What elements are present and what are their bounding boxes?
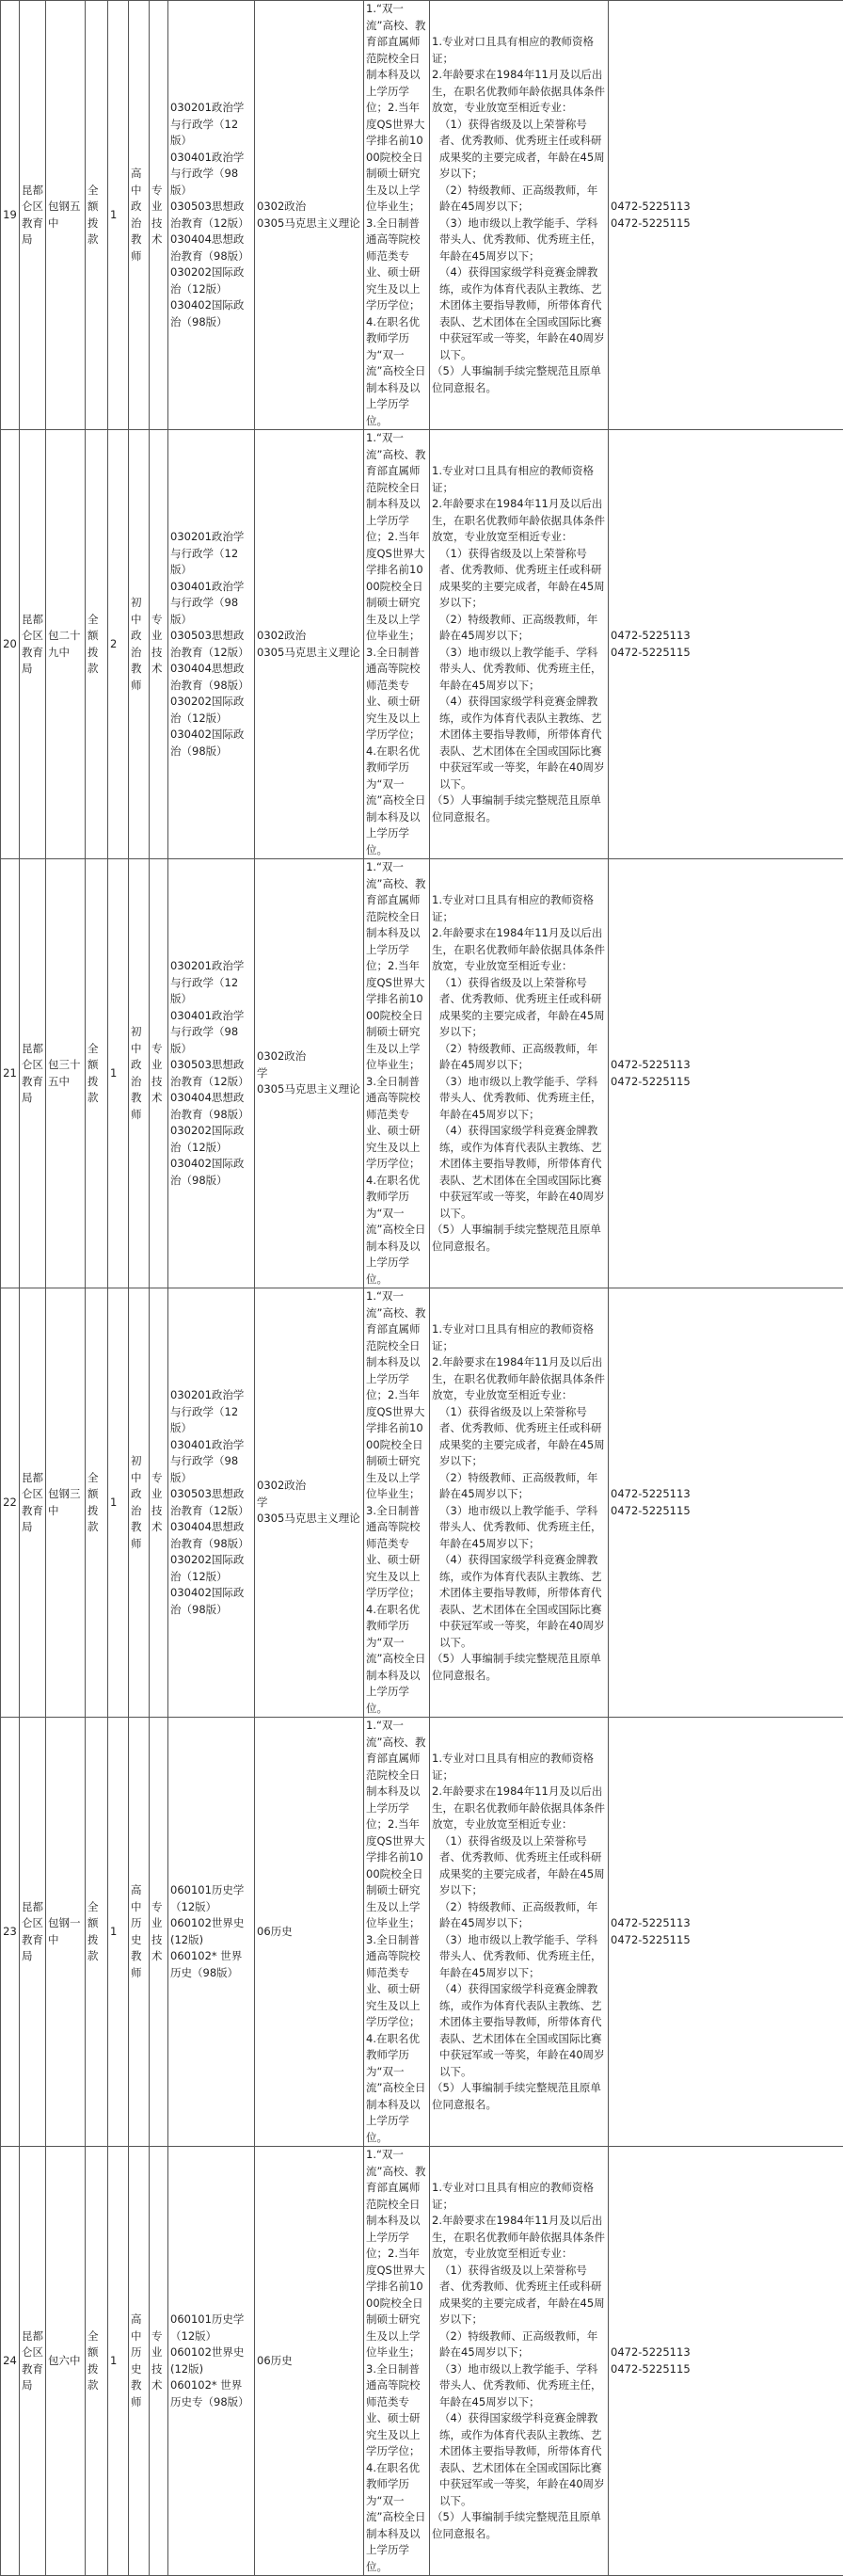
department-cell: 昆都仑区教育局 [20, 2147, 46, 2576]
phone-number: 0472-5225113 [611, 1486, 841, 1503]
other-requirements-cell [430, 1718, 609, 2147]
requirement-item: 1.专业对口且具有相应的教师资格证； [432, 2180, 606, 2213]
phone-number: 0472-5225113 [611, 628, 841, 645]
subject-item: 学 [257, 1065, 361, 1082]
funding-cell: 全额拨款 [86, 1, 108, 430]
requirement-item: （1）获得省级及以上荣誉称号者、优秀教师、优秀班主任或科研成果奖的主要完成者，年龄在45周岁以下； [432, 546, 606, 612]
requirement-item: （5）人事编制手续完整规范且原单位同意报名。 [432, 363, 606, 396]
row-index: 24 [1, 2147, 20, 2576]
requirement-item: （5）人事编制手续完整规范且原单位同意报名。 [432, 1222, 606, 1255]
phone-number: 0472-5225115 [611, 2361, 841, 2378]
major-item: 030202国际政治（12版） [170, 1123, 252, 1156]
row-index: 23 [1, 1718, 20, 2147]
other-requirements-cell [430, 1288, 609, 1718]
other-requirements-cell [430, 859, 609, 1288]
requirement-item: 2.年龄要求在1984年11月及以后出生，在职名优教师年龄依据具体条件放宽，专业放宽至相近专业： [432, 1354, 606, 1404]
table-row [1, 859, 843, 1288]
subject-item: 0305马克思主义理论 [257, 1081, 361, 1098]
count-cell: 1 [108, 2147, 129, 2576]
major-item: 030404思想政治教育（98版） [170, 1090, 252, 1123]
education-text: 1.“双一流”高校、教育部直属师范院校全日制本科及以上学历学位；2.当年度QS世界大学排名前1000院校全日制硕士研究生及以上学位毕业生；3.全日制普通高等院校师范类专业、硕士研究生及以上学历学位；4.在职名优教师学历为“双一流”高校全日制本科及以上学历学位。 [366, 2148, 425, 2573]
department-cell: 昆都仑区教育局 [20, 1288, 46, 1718]
major-item: 030402国际政治（98版） [170, 1585, 252, 1618]
phone-cell [609, 859, 843, 1288]
requirement-item: （5）人事编制手续完整规范且原单位同意报名。 [432, 2509, 606, 2542]
requirement-item: （4）获得国家级学科竞赛金牌教练，或作为体育代表队主教练、艺术团体主要指导教师，所带体育代表队、艺术团体在全国或国际比赛中获冠军或一等奖，年龄在40周岁以下。 [432, 1552, 606, 1651]
education-requirement-cell [364, 1, 430, 430]
requirement-item: （1）获得省级及以上荣誉称号者、优秀教师、优秀班主任或科研成果奖的主要完成者，年龄在45周岁以下； [432, 2263, 606, 2328]
major-item: 060102世界史(12版) [170, 2344, 252, 2377]
requirement-item: （4）获得国家级学科竞赛金牌教练，或作为体育代表队主教练、艺术团体主要指导教师，所带体育代表队、艺术团体在全国或国际比赛中获冠军或一等奖，年龄在40周岁以下。 [432, 264, 606, 363]
subject-item: 06历史 [257, 2353, 361, 2370]
phone-number: 0472-5225115 [611, 645, 841, 662]
subject-item: 0302政治 [257, 628, 361, 645]
subject-cell [255, 1288, 364, 1718]
major-item: 060102世界史(12版) [170, 1915, 252, 1948]
subject-cell [255, 1718, 364, 2147]
school-cell: 包三十五中 [46, 859, 86, 1288]
requirement-item: （3）地市级以上教学能手、学科带头人、优秀教师、优秀班主任，年龄在45周岁以下； [432, 645, 606, 695]
requirement-item: （3）地市级以上教学能手、学科带头人、优秀教师、优秀班主任，年龄在45周岁以下； [432, 216, 606, 265]
funding-cell: 全额拨款 [86, 1288, 108, 1718]
major-item: 030404思想政治教育（98版） [170, 1519, 252, 1552]
position-cell: 初中政治教师 [129, 1288, 150, 1718]
phone-number: 0472-5225115 [611, 1074, 841, 1091]
major-item: 030201政治学与行政学（12版） [170, 100, 252, 150]
major-item: 030202国际政治（12版） [170, 694, 252, 727]
requirement-item: （4）获得国家级学科竞赛金牌教练，或作为体育代表队主教练、艺术团体主要指导教师，所带体育代表队、艺术团体在全国或国际比赛中获冠军或一等奖，年龄在40周岁以下。 [432, 694, 606, 792]
requirement-item: （2）特级教师、正高级教师，年龄在45周岁以下； [432, 1470, 606, 1503]
major-item: 030202国际政治（12版） [170, 264, 252, 297]
major-item: 030202国际政治（12版） [170, 1552, 252, 1585]
department-cell: 昆都仑区教育局 [20, 1718, 46, 2147]
requirement-item: （4）获得国家级学科竞赛金牌教练，或作为体育代表队主教练、艺术团体主要指导教师，所带体育代表队、艺术团体在全国或国际比赛中获冠军或一等奖，年龄在40周岁以下。 [432, 1123, 606, 1222]
subject-item: 学 [257, 1495, 361, 1512]
major-list-cell [168, 1, 255, 430]
education-text: 1.“双一流”高校、教育部直属师范院校全日制本科及以上学历学位；2.当年度QS世界大学排名前1000院校全日制硕士研究生及以上学位毕业生；3.全日制普通高等院校师范类专业、硕士研究生及以上学历学位；4.在职名优教师学历为“双一流”高校全日制本科及以上学历学位。 [366, 860, 425, 1286]
major-item: 030201政治学与行政学（12版） [170, 958, 252, 1008]
major-list-cell [168, 1718, 255, 2147]
subject-item: 0305马克思主义理论 [257, 1511, 361, 1528]
requirement-item: （1）获得省级及以上荣誉称号者、优秀教师、优秀班主任或科研成果奖的主要完成者，年龄在45周岁以下； [432, 117, 606, 183]
education-requirement-cell [364, 1718, 430, 2147]
subject-item: 0305马克思主义理论 [257, 216, 361, 232]
major-item: 030402国际政治（98版） [170, 297, 252, 330]
requirement-item: （2）特级教师、正高级教师，年龄在45周岁以下； [432, 1899, 606, 1932]
subject-cell [255, 2147, 364, 2576]
row-index: 21 [1, 859, 20, 1288]
requirement-item: （2）特级教师、正高级教师，年龄在45周岁以下； [432, 1041, 606, 1074]
post-type-cell: 专业技术 [150, 1, 168, 430]
requirement-item: 1.专业对口且具有相应的教师资格证； [432, 463, 606, 496]
major-item: 030503思想政治教育（12版） [170, 628, 252, 661]
subject-cell [255, 1, 364, 430]
requirement-item: （4）获得国家级学科竞赛金牌教练，或作为体育代表队主教练、艺术团体主要指导教师，所带体育代表队、艺术团体在全国或国际比赛中获冠军或一等奖，年龄在40周岁以下。 [432, 2410, 606, 2509]
phone-cell [609, 1718, 843, 2147]
subject-cell [255, 430, 364, 859]
education-requirement-cell [364, 859, 430, 1288]
table-row [1, 1288, 843, 1718]
requirement-item: （5）人事编制手续完整规范且原单位同意报名。 [432, 2080, 606, 2113]
post-type-cell: 专业技术 [150, 2147, 168, 2576]
row-index: 19 [1, 1, 20, 430]
phone-number: 0472-5225115 [611, 1503, 841, 1520]
department-cell: 昆都仑区教育局 [20, 430, 46, 859]
funding-cell: 全额拨款 [86, 859, 108, 1288]
requirement-item: （3）地市级以上教学能手、学科带头人、优秀教师、优秀班主任，年龄在45周岁以下； [432, 1074, 606, 1124]
school-cell: 包二十九中 [46, 430, 86, 859]
major-item: 030401政治学与行政学（98版） [170, 579, 252, 629]
requirement-item: 2.年龄要求在1984年11月及以后出生，在职名优教师年龄依据具体条件放宽，专业放宽至相近专业： [432, 496, 606, 546]
major-item: 030503思想政治教育（12版） [170, 1057, 252, 1090]
requirement-item: 1.专业对口且具有相应的教师资格证； [432, 1751, 606, 1784]
post-type-cell: 专业技术 [150, 1718, 168, 2147]
post-type-cell: 专业技术 [150, 1288, 168, 1718]
requirement-item: 1.专业对口且具有相应的教师资格证； [432, 1321, 606, 1354]
education-text: 1.“双一流”高校、教育部直属师范院校全日制本科及以上学历学位；2.当年度QS世界大学排名前1000院校全日制硕士研究生及以上学位毕业生；3.全日制普通高等院校师范类专业、硕士研究生及以上学历学位；4.在职名优教师学历为“双一流”高校全日制本科及以上学历学位。 [366, 431, 425, 856]
post-type-cell: 专业技术 [150, 859, 168, 1288]
table-row [1, 2147, 843, 2576]
post-type-cell: 专业技术 [150, 430, 168, 859]
table-row [1, 430, 843, 859]
funding-cell: 全额拨款 [86, 2147, 108, 2576]
major-item: 060101历史学（12版） [170, 2312, 252, 2344]
school-cell: 包钢三中 [46, 1288, 86, 1718]
phone-cell [609, 1288, 843, 1718]
phone-cell [609, 2147, 843, 2576]
phone-number: 0472-5225113 [611, 199, 841, 216]
phone-cell [609, 1, 843, 430]
requirement-item: （1）获得省级及以上荣誉称号者、优秀教师、优秀班主任或科研成果奖的主要完成者，年龄在45周岁以下； [432, 1404, 606, 1470]
requirement-item: （3）地市级以上教学能手、学科带头人、优秀教师、优秀班主任，年龄在45周岁以下； [432, 1932, 606, 1982]
phone-cell [609, 430, 843, 859]
major-item: 030201政治学与行政学（12版） [170, 529, 252, 579]
education-text: 1.“双一流”高校、教育部直属师范院校全日制本科及以上学历学位；2.当年度QS世界大学排名前1000院校全日制硕士研究生及以上学位毕业生；3.全日制普通高等院校师范类专业、硕士研究生及以上学历学位；4.在职名优教师学历为“双一流”高校全日制本科及以上学历学位。 [366, 1289, 425, 1715]
requirement-item: 1.专业对口且具有相应的教师资格证； [432, 892, 606, 925]
requirement-item: （3）地市级以上教学能手、学科带头人、优秀教师、优秀班主任，年龄在45周岁以下； [432, 2361, 606, 2411]
table-body [1, 1, 843, 2576]
subject-item: 0305马克思主义理论 [257, 645, 361, 662]
major-list-cell [168, 1288, 255, 1718]
requirement-item: （4）获得国家级学科竞赛金牌教练，或作为体育代表队主教练、艺术团体主要指导教师，所带体育代表队、艺术团体在全国或国际比赛中获冠军或一等奖，年龄在40周岁以下。 [432, 1981, 606, 2080]
major-item: 060102* 世界历史（98版） [170, 1948, 252, 1981]
major-item: 060102* 世界历史专（98版） [170, 2377, 252, 2410]
subject-item: 0302政治 [257, 1048, 361, 1065]
major-list-cell [168, 859, 255, 1288]
major-item: 030503思想政治教育（12版） [170, 199, 252, 232]
subject-item: 0302政治 [257, 1478, 361, 1495]
major-item: 030401政治学与行政学（98版） [170, 1008, 252, 1058]
row-index: 20 [1, 430, 20, 859]
requirement-item: （2）特级教师、正高级教师，年龄在45周岁以下； [432, 183, 606, 216]
count-cell: 1 [108, 1, 129, 430]
major-item: 030503思想政治教育（12版） [170, 1486, 252, 1519]
school-cell: 包六中 [46, 2147, 86, 2576]
education-requirement-cell [364, 430, 430, 859]
requirement-item: （3）地市级以上教学能手、学科带头人、优秀教师、优秀班主任，年龄在45周岁以下； [432, 1503, 606, 1553]
requirement-item: 2.年龄要求在1984年11月及以后出生，在职名优教师年龄依据具体条件放宽，专业放宽至相近专业： [432, 67, 606, 117]
phone-number: 0472-5225113 [611, 1057, 841, 1074]
major-list-cell [168, 2147, 255, 2576]
position-cell: 初中政治教师 [129, 430, 150, 859]
requirement-item: （2）特级教师、正高级教师，年龄在45周岁以下； [432, 2328, 606, 2361]
other-requirements-cell [430, 1, 609, 430]
phone-number: 0472-5225113 [611, 2344, 841, 2361]
requirement-item: 2.年龄要求在1984年11月及以后出生，在职名优教师年龄依据具体条件放宽，专业放宽至相近专业： [432, 2213, 606, 2263]
major-item: 030401政治学与行政学（98版） [170, 150, 252, 200]
table-row [1, 1, 843, 430]
school-cell: 包钢一中 [46, 1718, 86, 2147]
count-cell: 1 [108, 1288, 129, 1718]
education-text: 1.“双一流”高校、教育部直属师范院校全日制本科及以上学历学位；2.当年度QS世界大学排名前1000院校全日制硕士研究生及以上学位毕业生；3.全日制普通高等院校师范类专业、硕士研究生及以上学历学位；4.在职名优教师学历为“双一流”高校全日制本科及以上学历学位。 [366, 2, 425, 427]
requirement-item: 2.年龄要求在1984年11月及以后出生，在职名优教师年龄依据具体条件放宽，专业放宽至相近专业： [432, 1784, 606, 1833]
requirement-item: 2.年龄要求在1984年11月及以后出生，在职名优教师年龄依据具体条件放宽，专业放宽至相近专业： [432, 925, 606, 975]
other-requirements-cell [430, 2147, 609, 2576]
requirement-item: （5）人事编制手续完整规范且原单位同意报名。 [432, 792, 606, 825]
requirement-item: （1）获得省级及以上荣誉称号者、优秀教师、优秀班主任或科研成果奖的主要完成者，年龄在45周岁以下； [432, 1833, 606, 1899]
count-cell: 2 [108, 430, 129, 859]
major-item: 030404思想政治教育（98版） [170, 661, 252, 694]
count-cell: 1 [108, 1718, 129, 2147]
subject-item: 06历史 [257, 1924, 361, 1941]
phone-number: 0472-5225115 [611, 216, 841, 232]
funding-cell: 全额拨款 [86, 430, 108, 859]
position-cell: 初中政治教师 [129, 859, 150, 1288]
major-item: 060101历史学（12版） [170, 1882, 252, 1915]
other-requirements-cell [430, 430, 609, 859]
position-cell: 高中政治教师 [129, 1, 150, 430]
major-item: 030402国际政治（98版） [170, 1156, 252, 1189]
position-cell: 高中历史教师 [129, 1718, 150, 2147]
major-item: 030201政治学与行政学（12版） [170, 1387, 252, 1437]
requirement-item: （5）人事编制手续完整规范且原单位同意报名。 [432, 1651, 606, 1684]
requirement-item: （2）特级教师、正高级教师，年龄在45周岁以下； [432, 612, 606, 645]
education-text: 1.“双一流”高校、教育部直属师范院校全日制本科及以上学历学位；2.当年度QS世界大学排名前1000院校全日制硕士研究生及以上学位毕业生；3.全日制普通高等院校师范类专业、硕士研究生及以上学历学位；4.在职名优教师学历为“双一流”高校全日制本科及以上学历学位。 [366, 1719, 425, 2144]
school-cell: 包钢五中 [46, 1, 86, 430]
subject-cell [255, 859, 364, 1288]
education-requirement-cell [364, 1288, 430, 1718]
phone-number: 0472-5225113 [611, 1915, 841, 1932]
table-row [1, 1718, 843, 2147]
major-list-cell [168, 430, 255, 859]
count-cell: 1 [108, 859, 129, 1288]
requirement-item: （1）获得省级及以上荣誉称号者、优秀教师、优秀班主任或科研成果奖的主要完成者，年龄在45周岁以下； [432, 975, 606, 1041]
row-index: 22 [1, 1288, 20, 1718]
major-item: 030402国际政治（98版） [170, 727, 252, 760]
funding-cell: 全额拨款 [86, 1718, 108, 2147]
major-item: 030404思想政治教育（98版） [170, 232, 252, 264]
department-cell: 昆都仑区教育局 [20, 859, 46, 1288]
position-cell: 高中历史教师 [129, 2147, 150, 2576]
major-item: 030401政治学与行政学（98版） [170, 1437, 252, 1487]
subject-item: 0302政治 [257, 199, 361, 216]
education-requirement-cell [364, 2147, 430, 2576]
department-cell: 昆都仑区教育局 [20, 1, 46, 430]
phone-number: 0472-5225115 [611, 1932, 841, 1949]
requirement-item: 1.专业对口且具有相应的教师资格证； [432, 34, 606, 67]
